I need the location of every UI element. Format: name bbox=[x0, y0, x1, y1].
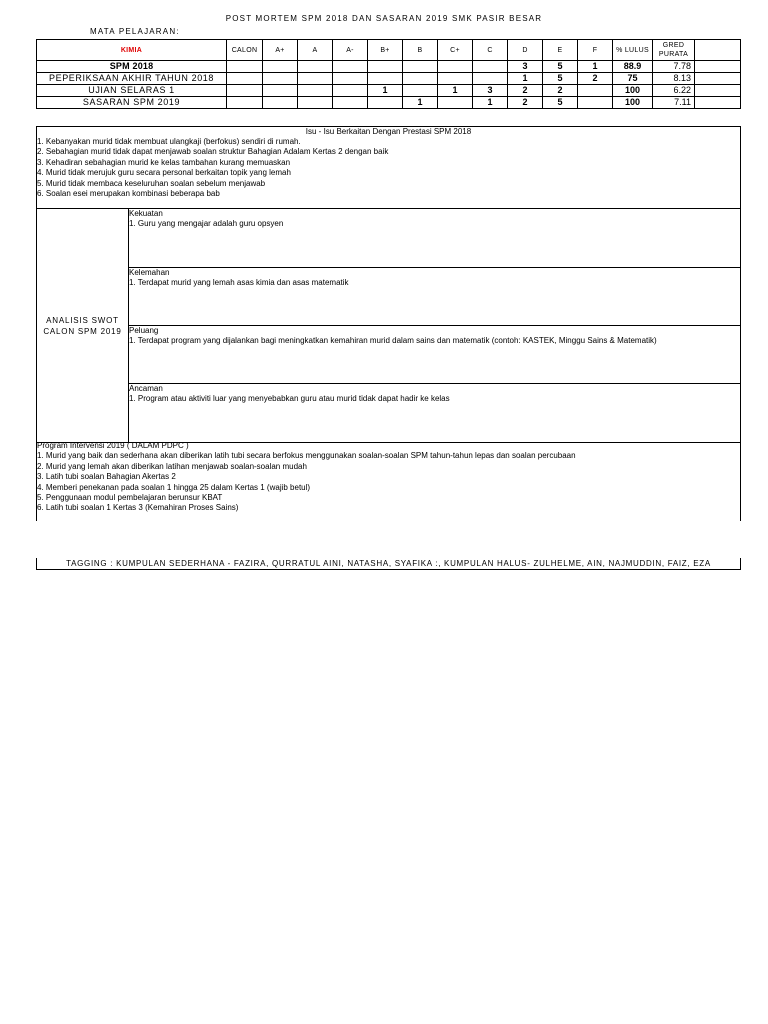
table-cell bbox=[403, 73, 438, 85]
table-cell bbox=[438, 97, 473, 109]
ancaman-text: 1. Program atau aktiviti luar yang menyebabkan guru atau murid tidak dapat hadir ke kelas bbox=[129, 394, 450, 403]
table-cell: 7.78 bbox=[653, 61, 695, 73]
gred-head-line2: PURATA bbox=[658, 51, 689, 58]
table-cell bbox=[473, 61, 508, 73]
table-cell: 8.13 bbox=[653, 73, 695, 85]
table-row bbox=[37, 97, 741, 109]
col-header-calon: CALON bbox=[227, 40, 263, 61]
list-item: 4. Murid tidak merujuk guru secara personal berkaitan topik yang lemah bbox=[37, 168, 291, 178]
table-cell bbox=[263, 85, 298, 97]
table-cell: 1 bbox=[368, 85, 403, 97]
table-cell: 5 bbox=[543, 73, 578, 85]
table-cell bbox=[438, 73, 473, 85]
table-cell bbox=[368, 73, 403, 85]
list-item: 3. Kehadiran sebahagian murid ke kelas tambahan kurang memuaskan bbox=[37, 157, 291, 167]
issues-list bbox=[37, 137, 740, 199]
table-cell bbox=[298, 73, 333, 85]
tagging-line: TAGGING : KUMPULAN SEDERHANA - FAZIRA, QURRATUL AINI, NATASHA, SYAFIKA :, KUMPULAN HALUS- ZULHELME, AIN, NAJMUDDIN, FAIZ, EZA bbox=[36, 558, 741, 570]
table-cell bbox=[578, 85, 613, 97]
table-header-row bbox=[37, 40, 741, 61]
table-cell bbox=[227, 73, 263, 85]
analysis-box bbox=[36, 126, 741, 521]
table-cell bbox=[227, 61, 263, 73]
table-cell bbox=[368, 61, 403, 73]
table-cell: 5 bbox=[543, 97, 578, 109]
table-cell bbox=[438, 61, 473, 73]
table-cell bbox=[695, 61, 741, 73]
table-cell bbox=[298, 61, 333, 73]
table-cell bbox=[578, 97, 613, 109]
col-header-a: A bbox=[298, 40, 333, 61]
table-cell: 7.11 bbox=[653, 97, 695, 109]
table-cell bbox=[298, 97, 333, 109]
col-header-a-minus: A- bbox=[333, 40, 368, 61]
list-item: 2. Murid yang lemah akan diberikan latihan menjawab soalan-soalan mudah bbox=[37, 461, 307, 471]
row-label: UJIAN SELARAS 1 bbox=[37, 85, 227, 97]
col-header-c: C bbox=[473, 40, 508, 61]
table-cell: 100 bbox=[613, 85, 653, 97]
swot-label bbox=[37, 209, 129, 442]
table-cell: 3 bbox=[473, 85, 508, 97]
table-cell: 2 bbox=[508, 97, 543, 109]
list-item: 1. Kebanyakan murid tidak membuat ulangkaji (berfokus) sendiri di rumah. bbox=[37, 137, 301, 146]
list-item: 6. Latih tubi soalan 1 Kertas 3 (Kemahiran Proses Sains) bbox=[37, 503, 239, 513]
swot-kekuatan bbox=[129, 209, 740, 229]
intervention-program bbox=[37, 441, 740, 514]
table-cell bbox=[227, 85, 263, 97]
table-cell bbox=[368, 97, 403, 109]
row-label: SPM 2018 bbox=[37, 61, 227, 73]
table-row bbox=[37, 61, 741, 73]
table-cell: 2 bbox=[578, 73, 613, 85]
table-row bbox=[37, 73, 741, 85]
col-header-a-plus: A+ bbox=[263, 40, 298, 61]
table-cell: 88.9 bbox=[613, 61, 653, 73]
table-cell bbox=[227, 97, 263, 109]
table-cell bbox=[695, 73, 741, 85]
list-item: 4. Memberi penekanan pada soalan 1 hingga 25 dalam Kertas 1 (wajib betul) bbox=[37, 482, 311, 492]
table-cell: 1 bbox=[578, 61, 613, 73]
list-item: 5. Penggunaan modul pembelajaran berunsur KBAT bbox=[37, 493, 223, 503]
table-cell bbox=[695, 85, 741, 97]
table-cell bbox=[333, 61, 368, 73]
table-cell bbox=[333, 73, 368, 85]
table-row bbox=[37, 85, 741, 97]
table-cell bbox=[263, 73, 298, 85]
list-item: 6. Soalan esei merupakan kombinasi beberapa bab bbox=[37, 189, 220, 199]
table-cell: 1 bbox=[508, 73, 543, 85]
swot-label-line2: CALON SPM 2019 bbox=[43, 326, 122, 336]
table-cell bbox=[333, 85, 368, 97]
subject-name: KIMIA bbox=[37, 40, 227, 61]
ancaman-title: Ancaman bbox=[129, 384, 163, 393]
table-cell: 2 bbox=[543, 85, 578, 97]
table-cell: 1 bbox=[473, 97, 508, 109]
swot-ancaman bbox=[129, 384, 740, 404]
kekuatan-text: 1. Guru yang mengajar adalah guru opsyen bbox=[129, 219, 284, 228]
swot-kelemahan bbox=[129, 268, 740, 288]
swot-label-line1: ANALISIS SWOT bbox=[46, 315, 119, 325]
col-header-e: E bbox=[543, 40, 578, 61]
peluang-title: Peluang bbox=[129, 326, 159, 335]
table-cell: 75 bbox=[613, 73, 653, 85]
table-cell bbox=[403, 61, 438, 73]
program-title: Program Intervensi 2019 ( DALAM PDPC ) bbox=[37, 441, 189, 450]
table-cell: 6.22 bbox=[653, 85, 695, 97]
gred-head-line1: GRED bbox=[662, 42, 685, 49]
table-cell: 5 bbox=[543, 61, 578, 73]
col-header-d: D bbox=[508, 40, 543, 61]
table-cell bbox=[403, 85, 438, 97]
table-cell: 2 bbox=[508, 85, 543, 97]
list-item: 3. Latih tubi soalan Bahagian Akertas 2 bbox=[37, 472, 176, 482]
col-header-gred-purata bbox=[653, 40, 695, 61]
col-header-c-plus: C+ bbox=[438, 40, 473, 61]
list-item: 1. Murid yang baik dan sederhana akan diberikan latih tubi secara berfokus menggunakan soalan-soalan SPM tahun-tahun lepas dan soalan percubaan bbox=[37, 451, 576, 461]
row-label: PEPERIKSAAN AKHIR TAHUN 2018 bbox=[37, 73, 227, 85]
issues-title: Isu - Isu Berkaitan Dengan Prestasi SPM 2018 bbox=[305, 127, 472, 136]
col-header-blank bbox=[695, 40, 741, 61]
subject-label: MATA PELAJARAN: bbox=[90, 27, 180, 36]
table-cell: 1 bbox=[403, 97, 438, 109]
table-cell bbox=[333, 97, 368, 109]
col-header-f: F bbox=[578, 40, 613, 61]
swot-section bbox=[37, 208, 740, 443]
grade-table bbox=[36, 39, 741, 109]
table-cell bbox=[695, 97, 741, 109]
col-header-lulus: % LULUS bbox=[613, 40, 653, 61]
list-item: 5. Murid tidak membaca keseluruhan soalan sebelum menjawab bbox=[37, 178, 266, 188]
swot-peluang bbox=[129, 326, 740, 346]
row-label: SASARAN SPM 2019 bbox=[37, 97, 227, 109]
table-cell bbox=[263, 61, 298, 73]
table-cell bbox=[298, 85, 333, 97]
table-cell bbox=[473, 73, 508, 85]
kelemahan-text: 1. Terdapat murid yang lemah asas kimia dan asas matematik bbox=[129, 278, 349, 287]
peluang-text: 1. Terdapat program yang dijalankan bagi meningkatkan kemahiran murid dalam sains dan matematik (contoh: KASTEK, Minggu Sains & Matematik) bbox=[129, 336, 657, 345]
col-header-b-plus: B+ bbox=[368, 40, 403, 61]
kekuatan-title: Kekuatan bbox=[129, 209, 163, 218]
table-cell bbox=[263, 97, 298, 109]
list-item: 2. Sebahagian murid tidak dapat menjawab soalan struktur Bahagian Adalam Kertas 2 dengan baik bbox=[37, 147, 389, 157]
kelemahan-title: Kelemahan bbox=[129, 268, 170, 277]
table-cell: 3 bbox=[508, 61, 543, 73]
table-cell: 100 bbox=[613, 97, 653, 109]
table-cell: 1 bbox=[438, 85, 473, 97]
document-title: POST MORTEM SPM 2018 DAN SASARAN 2019 SMK PASIR BESAR bbox=[225, 14, 543, 23]
col-header-b: B bbox=[403, 40, 438, 61]
